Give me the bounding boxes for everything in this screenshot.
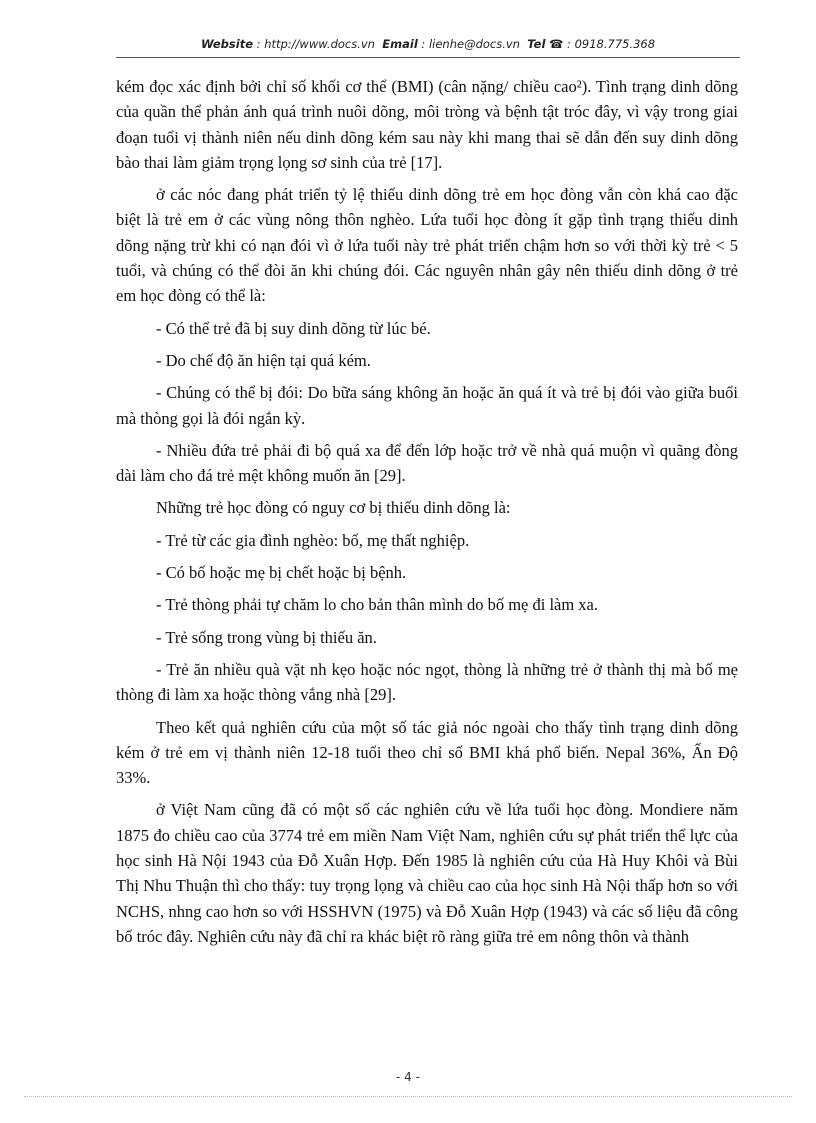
list-item: - Chúng có thể bị đói: Do bữa sáng không ăn hoặc ăn quá ít và trẻ bị đói vào giữa buổi mà thòng gọi là đói ngắn kỳ. (116, 383, 738, 428)
list-item: - Do chế độ ăn hiện tại quá kém. (156, 350, 371, 370)
paragraph-risk-intro: Những trẻ học đòng có nguy cơ bị thiếu dinh dõng là: (156, 498, 511, 518)
list-item: - Có thể trẻ đã bị suy dinh dõng từ lúc bé. (156, 318, 431, 338)
list-item: - Trẻ ăn nhiều quà vặt nh kẹo hoặc nóc ngọt, thòng là những trẻ ở thành thị mà bố mẹ thòng đi làm xa hoặc thòng vắng nhà [29]. (116, 659, 738, 705)
list-item: - Nhiều đứa trẻ phải đi bộ quá xa để đến lớp hoặc trở về nhà quá muộn vì quãng đòng dài làm cho đá trẻ mệt không muốn ăn [29]. (116, 440, 738, 486)
website-label: Website (200, 37, 254, 51)
website-value: : http://www.docs.vn (256, 37, 375, 51)
paragraph-2: ở các nóc đang phát triển tỷ lệ thiếu dinh dõng trẻ em học đòng vẫn còn khá cao đặc biệt là trẻ em ở các vùng nông thôn nghèo. Lứa tuổi học đòng ít gặp tình trạng thiếu dinh dõng nặng trừ khi có nạn đói vì ở lứa tuổi này trẻ phát triển chậm hơn so với thời kỳ trẻ < 5 tuổi, và chúng có thể đòi ăn khi chúng đói. Các nguyên nhân gây nên thiếu dinh dõng ở trẻ em học đòng có thể là: (116, 185, 738, 306)
list-item: - Trẻ sống trong vùng bị thiếu ăn. (156, 627, 377, 647)
email-value: : lienhe@docs.vn (421, 37, 520, 51)
paragraph-1: kém đọc xác định bởi chỉ số khối cơ thể (BMI) (cân nặng/ chiều cao²). Tình trạng dinh dõng của quần thể phản ánh quá trình nuôi dõng, môi tròng và bệnh tật tróc đây, vì vậy trong giai đoạn tuổi vị thành niên nếu dinh dõng kém sau này khi mang thai sẽ dẫn đến suy dinh dõng bào thai làm giảm trọng lọng sơ sinh của trẻ [17]. (116, 77, 738, 172)
footer-divider (24, 1096, 792, 1097)
paragraph-vietnam-studies: ở Việt Nam cũng đã có một số các nghiên cứu về lứa tuổi học đòng. Mondiere năm 1875 đo chiều cao của 3774 trẻ em miền Nam Việt Nam, nghiên cứu sự phát triển thể lực của học sinh Hà Nội 1943 của Đỗ Xuân Hợp. Đến 1985 là nghiên cứu của Hà Huy Khôi và Bùi Thị Nhu Thuận thì cho thấy: tuy trọng lọng và chiều cao của học sinh Hà Nội thấp hơn so với NCHS, nhng cao hơn so với HSSHVN (1975) và Đỗ Xuân Hợp (1943) và các số liệu đã công bố tróc đây. Nghiên cứu này đã chỉ ra khác biệt rõ ràng giữa trẻ em nông thôn và thành (116, 800, 738, 946)
phone-icon: ☎ (549, 37, 564, 51)
paragraph-foreign-studies: Theo kết quả nghiên cứu của một số tác giả nóc ngoài cho thấy tình trạng dinh dõng kém ở trẻ em vị thành niên 12-18 tuổi theo chỉ số BMI khá phổ biến. Nepal 36%, Ấn Độ 33%. (116, 717, 738, 788)
tel-label: Tel (527, 37, 546, 51)
list-item: - Trẻ thòng phải tự chăm lo cho bản thân mình do bố mẹ đi làm xa. (156, 595, 599, 615)
page-header (116, 37, 740, 51)
header-divider (116, 57, 740, 58)
email-label: Email (382, 37, 418, 51)
tel-value: : 0918.775.368 (567, 37, 656, 51)
list-item: - Có bố hoặc mẹ bị chết hoặc bị bệnh. (156, 563, 407, 583)
list-item: - Trẻ từ các gia đình nghèo: bố, mẹ thất nghiệp. (156, 530, 470, 550)
document-body (116, 74, 738, 956)
page-number: - 4 - (396, 1070, 420, 1084)
